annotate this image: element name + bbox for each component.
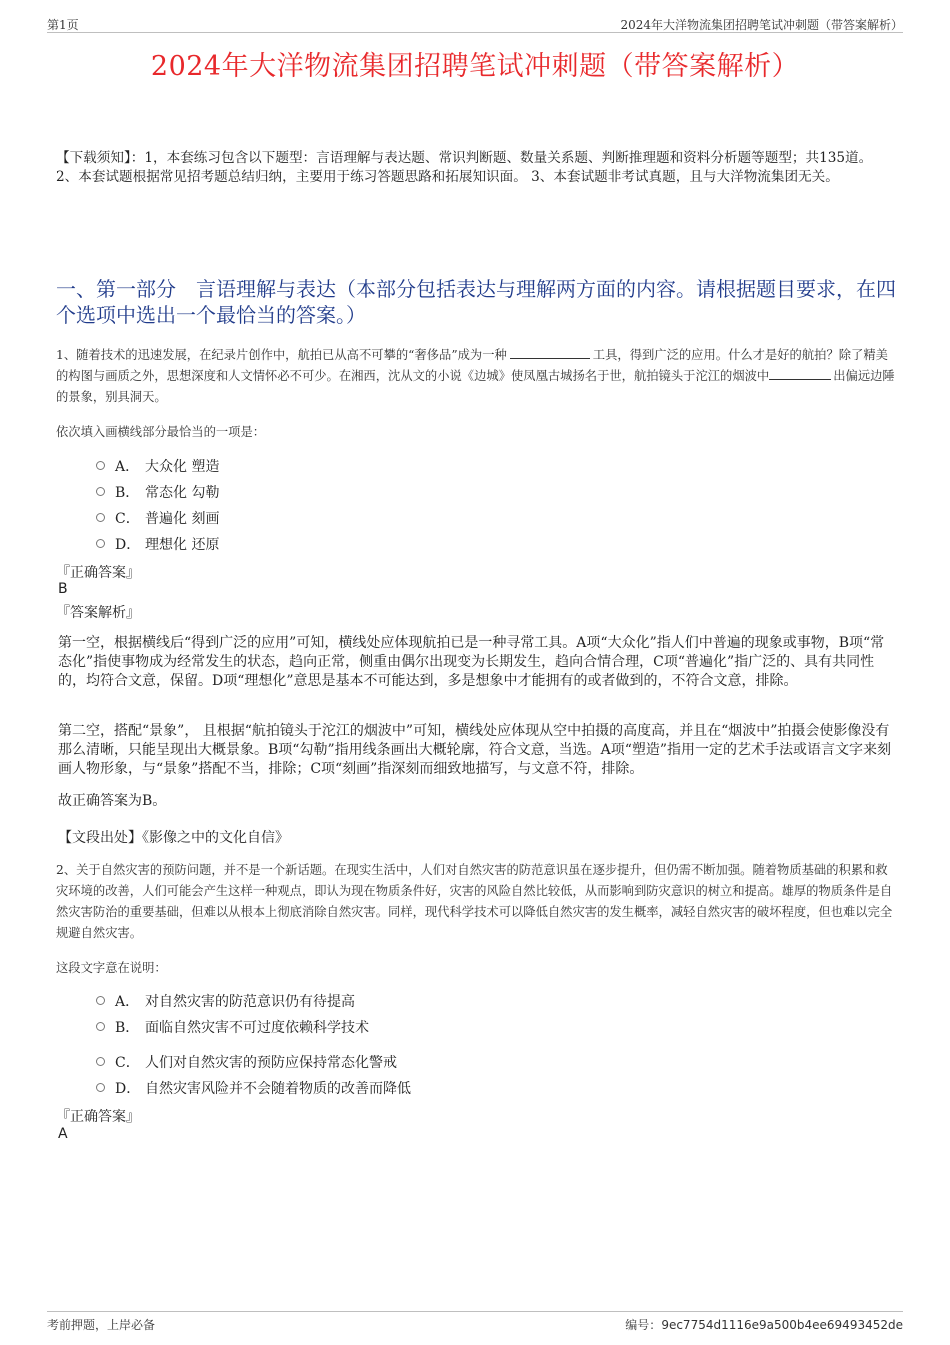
option-letter: A．: [115, 994, 140, 1010]
page-footer: [47, 1311, 903, 1334]
page-number: 第1页: [47, 18, 79, 32]
radio-icon[interactable]: [96, 513, 105, 522]
option-text: 普遍化 刻画: [145, 511, 220, 527]
question-1-text-b: 工具，得到广泛的应用。什么才是好的航拍？除了精美的构图与画质之外，思想深度和人文情怀必不可少。在湘西，沈从文的小说《边城》使凤凰古城扬名于世，航拍镜头于沱江的烟波中: [56, 348, 888, 383]
document-id-label: 编号：: [625, 1318, 662, 1332]
passage-source: 【文段出处】《影像之中的文化自信》: [58, 830, 289, 846]
option-text: 对自然灾害的防范意识仍有待提高: [145, 994, 355, 1010]
blank-1: [510, 346, 590, 359]
option-b[interactable]: [96, 1017, 496, 1037]
option-letter: B．: [115, 1020, 140, 1036]
option-text: 常态化 勾勒: [145, 485, 220, 501]
radio-icon[interactable]: [96, 1057, 105, 1066]
radio-icon[interactable]: [96, 996, 105, 1005]
section-title: 一、第一部分 言语理解与表达（本部分包括表达与理解两方面的内容。请根据题目要求，在四个选项中选出一个最恰当的答案。）: [56, 277, 896, 327]
document-id: [625, 1316, 903, 1333]
correct-answer-label: 『正确答案』: [56, 1109, 140, 1125]
radio-icon[interactable]: [96, 1022, 105, 1031]
analysis-paragraph-1: 第一空，根据横线后“得到广泛的应用”可知，横线处应体现航拍已是一种寻常工具。A项“大众化”指人们中普遍的现象或事物，B项“常态化”指使事物成为经常发生的状态，趋向正常，侧重由偶尔出现变为长期发生，趋向合情合理，C项“普遍化”指广泛的、具有共同性的，均符合文意，保留。D项“理想化”意思是基本不可能达到，多是想象中才能拥有的或者做到的，不符合文意，排除。: [58, 635, 885, 689]
option-text: 人们对自然灾害的预防应保持常态化警戒: [145, 1055, 397, 1071]
page-header: [47, 14, 903, 33]
correct-answer: B: [58, 581, 68, 597]
option-d[interactable]: [96, 534, 496, 554]
header-title: 2024年大洋物流集团招聘笔试冲刺题（带答案解析）: [620, 18, 903, 32]
option-a[interactable]: [96, 991, 496, 1011]
radio-icon[interactable]: [96, 487, 105, 496]
option-b[interactable]: [96, 482, 496, 502]
option-letter: A．: [115, 459, 140, 475]
option-letter: B．: [115, 485, 140, 501]
option-text: 理想化 还原: [145, 537, 220, 553]
option-letter: D．: [115, 1081, 141, 1097]
question-1-text: [56, 345, 898, 408]
radio-icon[interactable]: [96, 1083, 105, 1092]
document-title: 2024年大洋物流集团招聘笔试冲刺题（带答案解析）: [150, 51, 800, 82]
radio-icon[interactable]: [96, 539, 105, 548]
blank-2: [769, 367, 831, 380]
question-1-prompt: 依次填入画横线部分最恰当的一项是：: [56, 425, 266, 439]
analysis-conclusion: 故正确答案为B。: [58, 793, 167, 809]
analysis-label: 『答案解析』: [56, 605, 140, 621]
correct-answer-label: 『正确答案』: [56, 565, 140, 581]
option-c[interactable]: [96, 508, 496, 528]
option-text: 自然灾害风险并不会随着物质的改善而降低: [145, 1081, 411, 1097]
option-a[interactable]: [96, 456, 496, 476]
question-2-text: 2、关于自然灾害的预防问题，并不是一个新话题。在现实生活中，人们对自然灾害的防范意识虽在逐步提升，但仍需不断加强。随着物质基础的积累和救灾环境的改善，人们可能会产生这样一种观点，即认为现在物质条件好，灾害的风险自然比较低，从而影响到防灾意识的树立和提高。雄厚的物质条件是自然灾害防治的重要基础，但难以从根本上彻底消除自然灾害。同样，现代科学技术可以降低自然灾害的发生概率，减轻自然灾害的破坏程度，但也难以完全规避自然灾害。: [56, 863, 893, 940]
analysis-paragraph-2: 第二空，搭配“景象”， 且根据“航拍镜头于沱江的烟波中”可知，横线处应体现从空中拍摄的高度高，并且在“烟波中”拍摄会使影像没有那么清晰，只能呈现出大概景象。B项“勾勒”指用线条画出大概轮廓，符合文意，当选。A项“塑造”指用一定的艺术手法或语言文字来刻画人物形象，与“景象”搭配不当，排除；C项“刻画”指深刻而细致地描写，与文意不符，排除。: [58, 723, 892, 777]
option-letter: C．: [115, 511, 140, 527]
correct-answer: A: [58, 1126, 68, 1142]
document-id-code: 9ec7754d1116e9a500b4ee69493452de: [661, 1318, 903, 1332]
download-notice: 【下载须知】：1，本套练习包含以下题型：言语理解与表达题、常识判断题、数量关系题、判断推理题和资料分析题等题型；共135道。 2、本套试题根据常见招考题总结归纳，主要用于练习答题思路和拓展知识面。 3、本套试题非考试真题，且与大洋物流集团无关。: [56, 150, 873, 185]
option-letter: D．: [115, 537, 141, 553]
option-letter: C．: [115, 1055, 140, 1071]
option-text: 大众化 塑造: [145, 459, 220, 475]
question-2-prompt: 这段文字意在说明：: [56, 961, 167, 975]
option-text: 面临自然灾害不可过度依赖科学技术: [145, 1020, 369, 1036]
radio-icon[interactable]: [96, 461, 105, 470]
question-1-text-a: 1、随着技术的迅速发展，在纪录片创作中，航拍已从高不可攀的“奢侈品”成为一种: [56, 348, 507, 362]
option-d[interactable]: [96, 1078, 496, 1098]
question-1-text-c: 出偏远边陲的景象，别具洞天。: [56, 369, 895, 404]
option-c[interactable]: [96, 1052, 496, 1072]
footer-slogan: 考前押题，上岸必备: [47, 1318, 156, 1332]
